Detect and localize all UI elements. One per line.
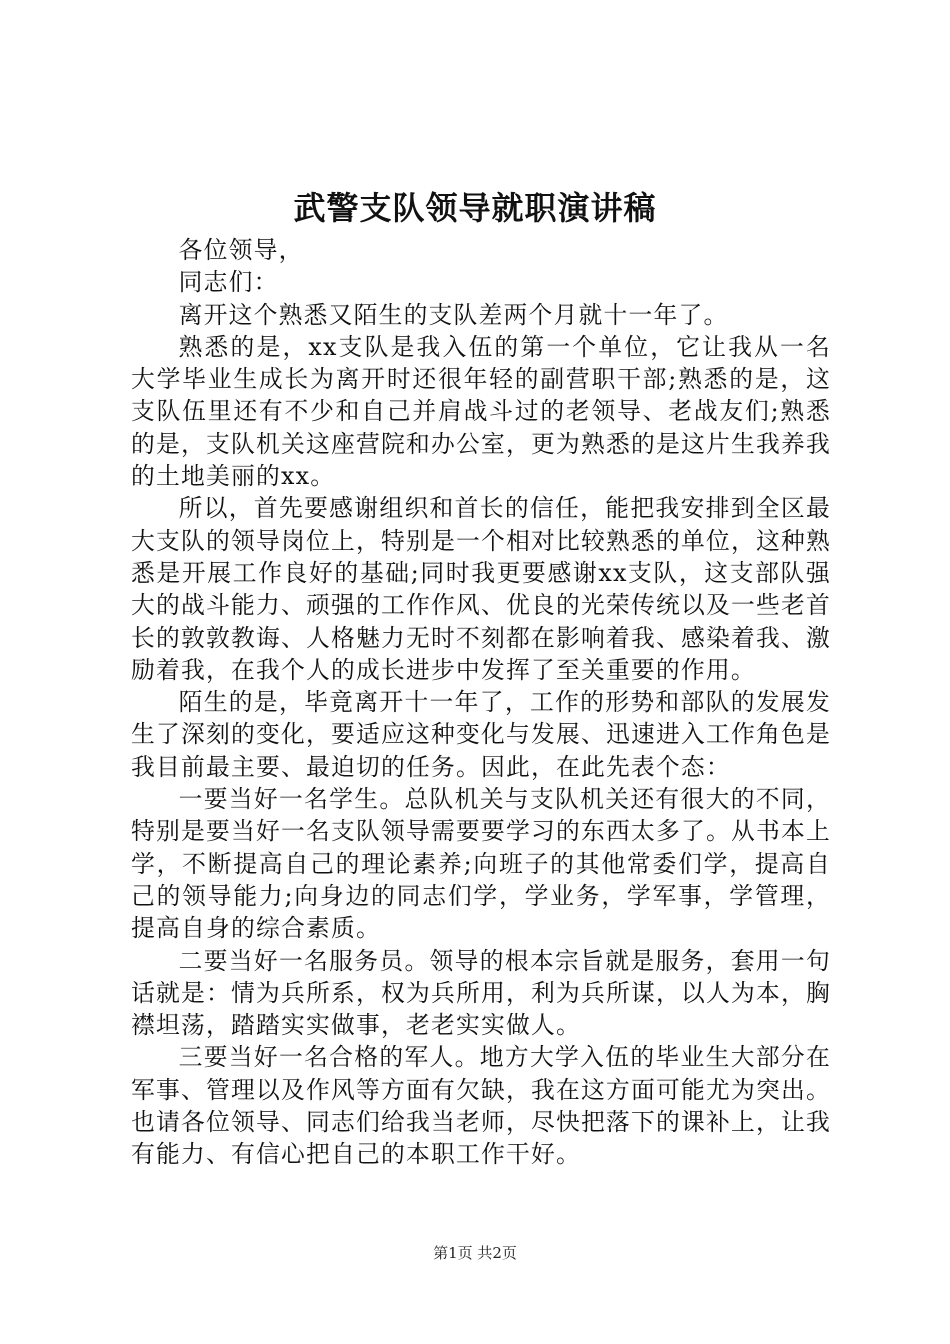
page-number-footer: 第1页 共2页 xyxy=(433,1244,517,1262)
paragraph-thanks: 所以，首先要感谢组织和首长的信任，能把我安排到全区最大支队的领导岗位上，特别是一个相对比较熟悉的单位，这种熟悉是开展工作良好的基础;同时我更要感谢xx支队，这支部队强大的战斗能力、顽强的工作作风、优良的光荣传统以及一些老首长的敦敦教诲、人格魅力无时不刻都在影响着我、感染着我、激励着我，在我个人的成长进步中发挥了至关重要的作用。 xyxy=(131,494,831,684)
paragraph-intro: 离开这个熟悉又陌生的支队差两个月就十一年了。 xyxy=(178,300,729,329)
paragraph-salutation-comrades: 同志们： xyxy=(178,268,279,297)
paragraph-unfamiliar: 陌生的是，毕竟离开十一年了，工作的形势和部队的发展发生了深刻的变化，要适应这种变化与发展、迅速进入工作角色是我目前最主要、最迫切的任务。因此，在此先表个态： xyxy=(131,688,831,781)
paragraph-pledge-soldier: 三要当好一名合格的军人。地方大学入伍的毕业生大部分在军事、管理以及作风等方面有欠缺，我在这方面可能尤为突出。也请各位领导、同志们给我当老师，尽快把落下的课补上，让我有能力、有信心把自己的本职工作干好。 xyxy=(131,1043,831,1169)
paragraph-pledge-servant: 二要当好一名服务员。领导的根本宗旨就是服务，套用一句话就是：情为兵所系，权为兵所用，利为兵所谋，以人为本，胸襟坦荡，踏踏实实做事，老老实实做人。 xyxy=(131,946,831,1040)
document-body xyxy=(131,234,831,1171)
paragraph-pledge-student: 一要当好一名学生。总队机关与支队机关还有很大的不同，特别是要当好一名支队领导需要要学习的东西太多了。从书本上学，不断提高自己的理论素养;向班子的其他常委们学，提高自己的领导能力;向身边的同志们学，学业务，学军事，学管理，提高自身的综合素质。 xyxy=(131,785,831,943)
paragraph-familiar: 熟悉的是，xx支队是我入伍的第一个单位，它让我从一名大学毕业生成长为离开时还很年轻的副营职干部;熟悉的是，这支队伍里还有不少和自己并肩战斗过的老领导、老战友们;熟悉的是，支队机关这座营院和办公室，更为熟悉的是这片生我养我的土地美丽的xx。 xyxy=(131,332,831,491)
document-title: 武警支队领导就职演讲稿 xyxy=(293,189,657,227)
paragraph-salutation-leaders: 各位领导， xyxy=(178,236,304,264)
